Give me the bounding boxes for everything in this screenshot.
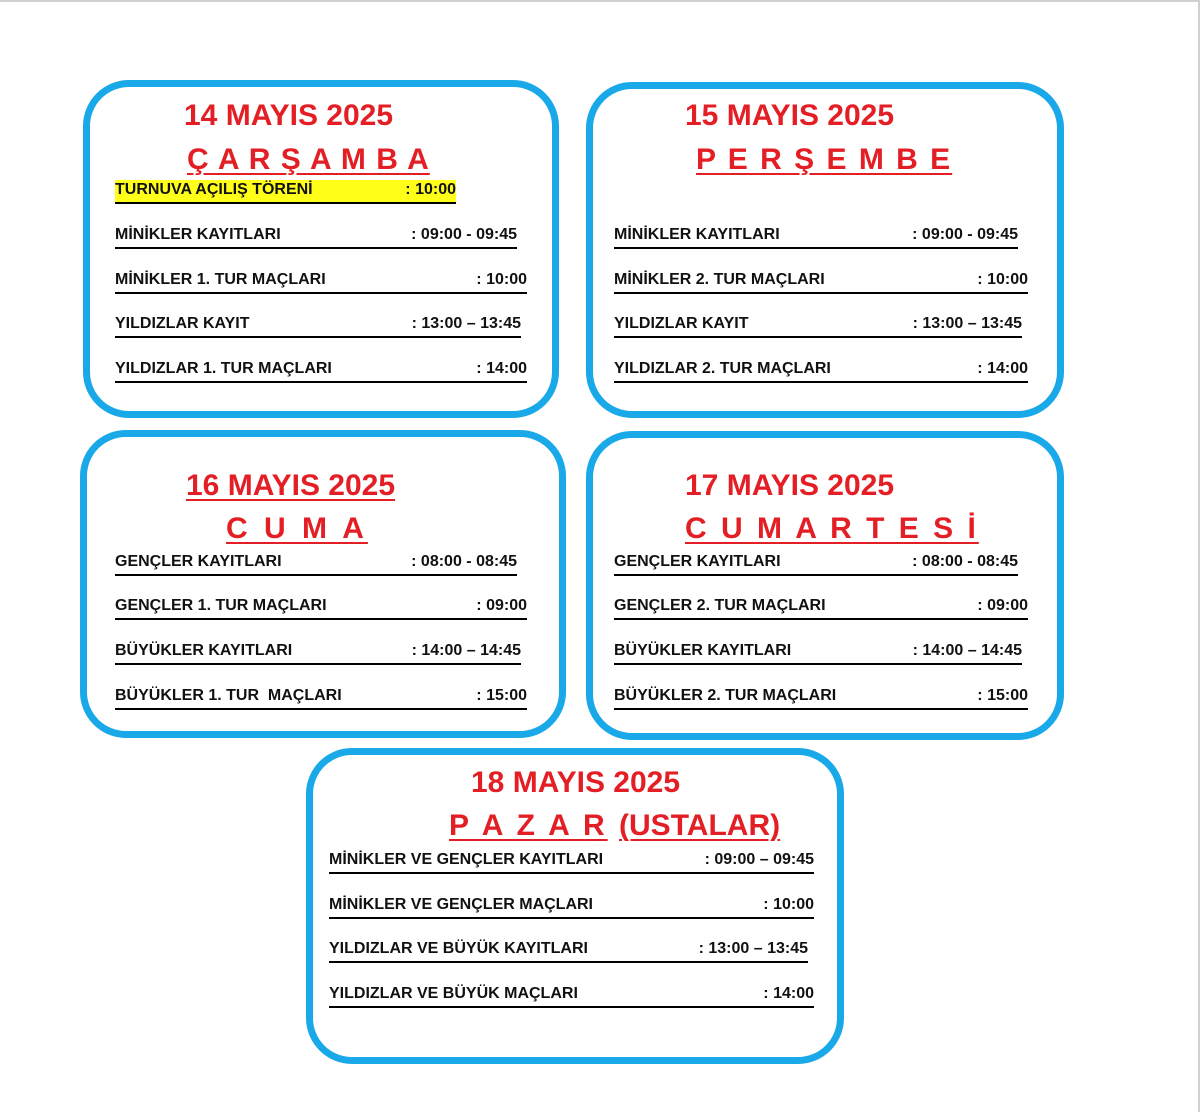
- event-label: TURNUVA AÇILIŞ TÖRENİ: [115, 181, 313, 198]
- event-row: [115, 641, 521, 665]
- event-label: YILDIZLAR KAYIT: [614, 315, 749, 332]
- event-label: YILDIZLAR VE BÜYÜK KAYITLARI: [329, 940, 588, 957]
- event-time: : 13:00 – 13:45: [912, 315, 1022, 332]
- event-label: GENÇLER 1. TUR MAÇLARI: [115, 597, 327, 614]
- day-date: 14 MAYIS 2025: [184, 99, 394, 132]
- event-label: MİNİKLER KAYITLARI: [115, 226, 281, 243]
- day-card-may-17: [586, 431, 1064, 740]
- event-label: YILDIZLAR 2. TUR MAÇLARI: [614, 360, 831, 377]
- event-time: : 08:00 - 08:45: [912, 553, 1018, 570]
- event-row: [115, 225, 517, 249]
- event-time: : 09:00 - 09:45: [912, 226, 1018, 243]
- event-label: BÜYÜKLER KAYITLARI: [614, 642, 792, 659]
- event-time: : 08:00 - 08:45: [411, 553, 517, 570]
- event-time: : 14:00: [476, 360, 527, 377]
- day-name: C U M A: [226, 512, 368, 545]
- event-row: [329, 984, 814, 1008]
- event-label: BÜYÜKLER KAYITLARI: [115, 642, 293, 659]
- day-card-may-16: [80, 430, 566, 738]
- event-time: : 14:00: [977, 360, 1028, 377]
- event-row: [329, 850, 814, 874]
- day-name: P E R Ş E M B E: [696, 143, 953, 176]
- day-date: 18 MAYIS 2025: [471, 766, 681, 799]
- day-name-text: P A Z A R: [449, 809, 608, 842]
- event-label: YILDIZLAR KAYIT: [115, 315, 250, 332]
- event-label: BÜYÜKLER 1. TUR MAÇLARI: [115, 687, 342, 704]
- event-label: YILDIZLAR 1. TUR MAÇLARI: [115, 360, 332, 377]
- event-label: GENÇLER 2. TUR MAÇLARI: [614, 597, 826, 614]
- event-time: : 09:00: [977, 597, 1028, 614]
- event-time: : 14:00 – 14:45: [912, 642, 1022, 659]
- event-label: GENÇLER KAYITLARI: [614, 553, 781, 570]
- day-name: C U M A R T E S İ: [685, 512, 979, 545]
- event-row: [614, 359, 1028, 383]
- day-name: Ç A R Ş A M B A: [187, 143, 430, 176]
- event-time: : 15:00: [476, 687, 527, 704]
- event-row: [115, 270, 527, 294]
- event-row: [614, 686, 1028, 710]
- event-time: : 14:00 – 14:45: [411, 642, 521, 659]
- event-time: : 14:00: [763, 985, 814, 1002]
- event-row: [614, 314, 1022, 338]
- event-row: [115, 314, 521, 338]
- event-row: [614, 641, 1022, 665]
- event-row: [329, 895, 814, 919]
- event-row: [614, 225, 1018, 249]
- event-row: [115, 596, 527, 620]
- event-time: : 10:00: [476, 271, 527, 288]
- event-time: : 13:00 – 13:45: [411, 315, 521, 332]
- day-name-suffix: (USTALAR): [619, 809, 781, 842]
- event-row: [115, 552, 517, 576]
- day-card-may-14: [83, 80, 559, 418]
- event-label: YILDIZLAR VE BÜYÜK MAÇLARI: [329, 985, 578, 1002]
- event-label: MİNİKLER KAYITLARI: [614, 226, 780, 243]
- event-row-highlighted: [115, 180, 456, 204]
- event-label: GENÇLER KAYITLARI: [115, 553, 282, 570]
- event-row: [614, 596, 1028, 620]
- day-card-may-15: [586, 82, 1064, 418]
- event-time: : 10:00: [977, 271, 1028, 288]
- event-row: [115, 359, 527, 383]
- event-time: : 10:00: [763, 896, 814, 913]
- day-date: 15 MAYIS 2025: [685, 99, 895, 132]
- day-card-may-18: [306, 748, 844, 1064]
- event-label: MİNİKLER VE GENÇLER KAYITLARI: [329, 851, 604, 868]
- event-label: MİNİKLER 2. TUR MAÇLARI: [614, 271, 825, 288]
- event-time: : 09:00 – 09:45: [704, 851, 814, 868]
- event-row: [329, 939, 808, 963]
- event-label: MİNİKLER 1. TUR MAÇLARI: [115, 271, 326, 288]
- event-row: [614, 552, 1018, 576]
- day-date: 16 MAYIS 2025: [186, 469, 396, 502]
- event-row: [614, 270, 1028, 294]
- event-time: : 13:00 – 13:45: [698, 940, 808, 957]
- event-time: : 09:00 - 09:45: [411, 226, 517, 243]
- event-label: MİNİKLER VE GENÇLER MAÇLARI: [329, 896, 593, 913]
- event-label: BÜYÜKLER 2. TUR MAÇLARI: [614, 687, 837, 704]
- event-time: : 09:00: [476, 597, 527, 614]
- day-name: [449, 808, 780, 844]
- event-time: : 10:00: [405, 181, 456, 198]
- event-time: : 15:00: [977, 687, 1028, 704]
- event-row: [115, 686, 527, 710]
- day-date: 17 MAYIS 2025: [685, 469, 895, 502]
